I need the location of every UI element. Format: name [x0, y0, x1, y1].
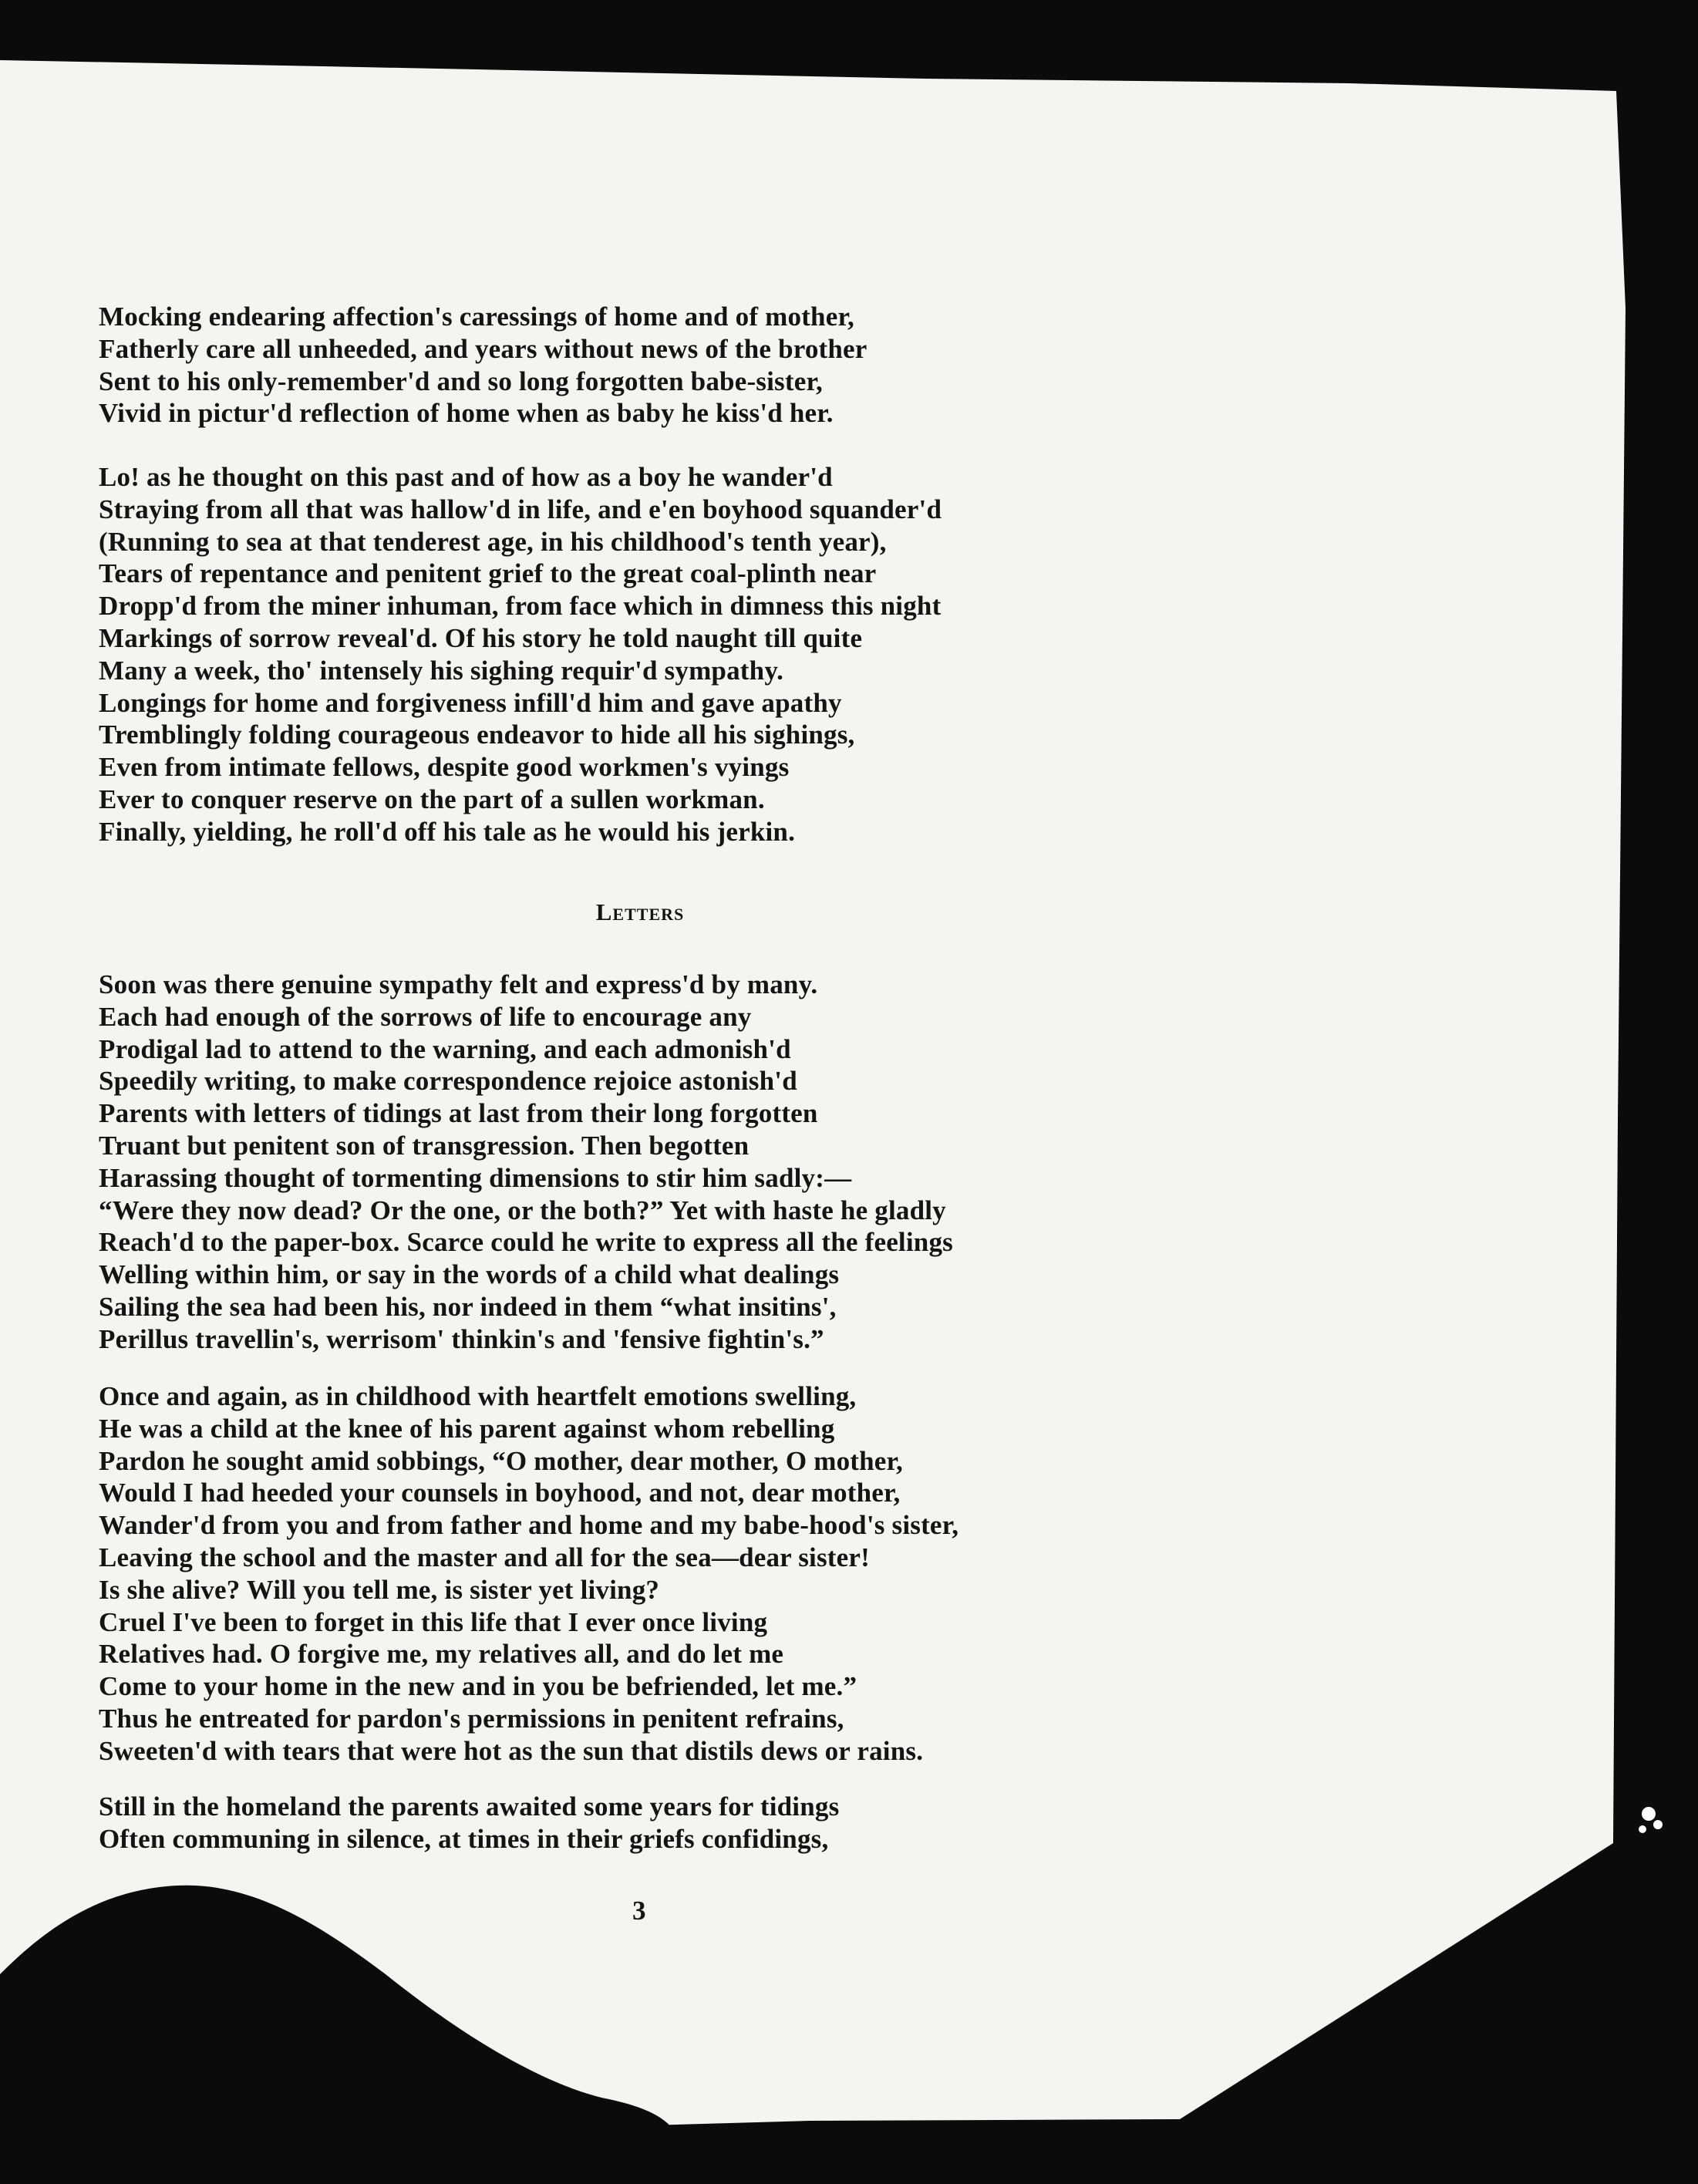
verse-line: Truant but penitent son of transgression. Then begotten	[99, 1130, 750, 1161]
verse-line: Even from intimate fellows, despite good workmen's vyings	[99, 752, 790, 783]
verse-line: Mocking endearing affection's caressings of home and of mother,	[99, 302, 854, 332]
stanza-4	[99, 1380, 1302, 1768]
section-heading: Letters	[595, 898, 685, 925]
verse-line: Vivid in pictur'd reflection of home when as baby he kiss'd her.	[99, 398, 834, 429]
verse-line: Finally, yielding, he roll'd off his tale as he would his jerkin.	[99, 816, 796, 847]
page-number: 3	[632, 1896, 646, 1926]
verse-line: Speedily writing, to make correspondence rejoice astonish'd	[99, 1066, 797, 1097]
verse-line: “Were they now dead? Or the one, or the both?” Yet with haste he gladly	[99, 1195, 946, 1225]
verse-line: Still in the homeland the parents awaited some years for tidings	[99, 1791, 840, 1822]
stanza-5	[99, 1791, 1302, 1855]
verse-line: Often communing in silence, at times in their griefs confidings,	[99, 1823, 829, 1854]
verse-line: Lo! as he thought on this past and of how as a boy he wander'd	[99, 462, 833, 492]
verse-line: Welling within him, or say in the words of a child what dealings	[99, 1259, 840, 1290]
verse-line: Relatives had. O forgive me, my relatives all, and do let me	[99, 1639, 784, 1670]
verse-line: Parents with letters of tidings at last from their long forgotten	[99, 1098, 818, 1129]
verse-line: Sailing the sea had been his, nor indeed in them “what insitins',	[99, 1291, 837, 1322]
verse-line: (Running to sea at that tenderest age, in his childhood's tenth year),	[99, 526, 887, 557]
verse-line: Perillus travellin's, werrisom' thinkin's and 'fensive fightin's.”	[99, 1323, 824, 1354]
verse-line: Each had enough of the sorrows of life to encourage any	[99, 1001, 752, 1032]
verse-line: Dropp'd from the miner inhuman, from face which in dimness this night	[99, 591, 942, 622]
verse-line: Ever to conquer reserve on the part of a sullen workman.	[99, 784, 765, 814]
verse-line: Once and again, as in childhood with heartfelt emotions swelling,	[99, 1381, 857, 1411]
verse-line: Fatherly care all unheeded, and years without news of the brother	[99, 333, 868, 364]
verse-line: Wander'd from you and from father and home and my babe-hood's sister,	[99, 1510, 959, 1541]
verse-line: Come to your home in the new and in you be befriended, let me.”	[99, 1671, 857, 1702]
verse-line: Tears of repentance and penitent grief to the great coal-plinth near	[99, 558, 877, 589]
stanza-3	[99, 969, 1302, 1356]
verse-line: Sent to his only-remember'd and so long forgotten babe-sister,	[99, 366, 823, 396]
verse-line: Straying from all that was hallow'd in life, and e'en boyhood squander'd	[99, 494, 942, 524]
verse-line: Is she alive? Will you tell me, is sister yet living?	[99, 1574, 660, 1605]
verse-line: Harassing thought of tormenting dimensions to stir him sadly:—	[99, 1162, 852, 1193]
verse-line: Thus he entreated for pardon's permissions in penitent refrains,	[99, 1703, 844, 1734]
verse-line: Pardon he sought amid sobbings, “O mother, dear mother, O mother,	[99, 1445, 904, 1476]
verse-line: Prodigal lad to attend to the warning, and each admonish'd	[99, 1033, 791, 1064]
verse-line: He was a child at the knee of his parent against whom rebelling	[99, 1413, 835, 1444]
verse-line: Cruel I've been to forget in this life that I ever once living	[99, 1606, 768, 1637]
stanza-2	[99, 461, 1302, 848]
verse-line: Many a week, tho' intensely his sighing requir'd sympathy.	[99, 655, 784, 686]
verse-line: Would I had heeded your counsels in boyhood, and not, dear mother,	[99, 1478, 901, 1508]
verse-line: Markings of sorrow reveal'd. Of his story he told naught till quite	[99, 622, 863, 653]
stanza-1	[99, 301, 1302, 430]
verse-line: Tremblingly folding courageous endeavor to hide all his sighings,	[99, 720, 855, 750]
verse-line: Soon was there genuine sympathy felt and express'd by many.	[99, 969, 818, 999]
verse-line: Longings for home and forgiveness infill'd him and gave apathy	[99, 687, 842, 718]
verse-line: Leaving the school and the master and all for the sea—dear sister!	[99, 1542, 870, 1572]
verse-line: Reach'd to the paper-box. Scarce could he write to express all the feelings	[99, 1227, 953, 1258]
verse-line: Sweeten'd with tears that were hot as the sun that distils dews or rains.	[99, 1735, 924, 1766]
